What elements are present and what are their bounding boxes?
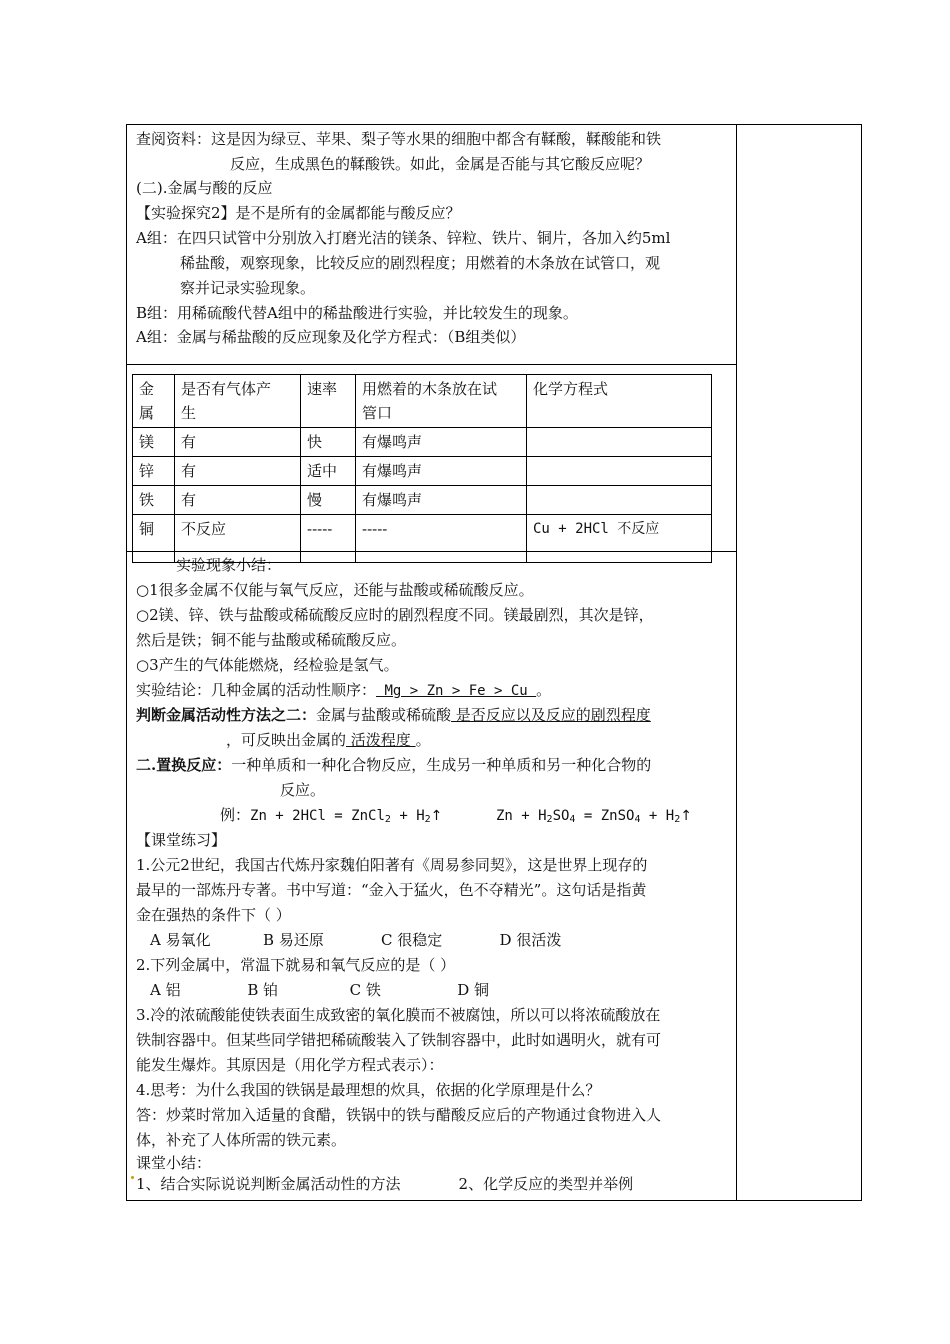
question-2-options: A 铝 B 铂 C 铁 D 铜 [150, 981, 489, 999]
judge-line2-answer: 活泼程度 [346, 731, 416, 749]
cell-rate: 快 [301, 428, 356, 457]
practice-title: 【课堂练习】 [136, 831, 227, 849]
cell-metal: 铜 [133, 515, 175, 563]
cell-metal: 镁 [133, 428, 175, 457]
header-metal: 金 属 [133, 375, 175, 428]
displacement-label: 二.置换反应： [136, 756, 232, 774]
judge-method-line-2 [226, 731, 431, 749]
right-column-divider [736, 124, 737, 1201]
displacement-line-2: 反应。 [280, 781, 326, 799]
table-header-row [133, 375, 712, 428]
answer-4b: 体，补充了人体所需的铁元素。 [136, 1131, 347, 1149]
question-3b: 铁制容器中。但某些同学错把稀硫酸装入了铁制容器中，此时如遇明火，就有可 [136, 1031, 662, 1049]
judge-line2-suffix: 。 [415, 731, 431, 749]
cell-equation [527, 428, 712, 457]
conclusion-prefix: 实验结论：几种金属的活动性顺序： [136, 681, 377, 699]
question-1a: 1.公元2世纪，我国古代炼丹家魏伯阳著有《周易参同契》，这是世界上现存的 [136, 856, 648, 874]
cell-gas: 不反应 [175, 515, 301, 563]
header-test: 用燃着的木条放在试 管口 [356, 375, 527, 428]
stray-mark [131, 1176, 134, 1179]
text-line-1: 查阅资料：这是因为绿豆、苹果、梨子等水果的细胞中都含有鞣酸，鞣酸能和铁 [136, 130, 662, 148]
cell-test: 有爆鸣声 [356, 428, 527, 457]
table-row [133, 515, 712, 563]
judge-method-text: 金属与盐酸或稀硫酸 [316, 706, 452, 724]
table-row [133, 457, 712, 486]
table-caption: A组：金属与稀盐酸的反应现象及化学方程式：（B组类似） [136, 328, 526, 346]
table-row [133, 428, 712, 457]
cell-rate: 适中 [301, 457, 356, 486]
cell-rate: 慢 [301, 486, 356, 515]
question-2: 2.下列金属中，常温下就易和氧气反应的是（ ） [136, 956, 456, 974]
wrapup-item-1: 1、结合实际说说判断金属活动性的方法 [136, 1175, 401, 1193]
group-b-line: B组：用稀硫酸代替A组中的稀盐酸进行实验，并比较发生的现象。 [136, 304, 578, 322]
cell-metal: 锌 [133, 457, 175, 486]
cell-gas: 有 [175, 457, 301, 486]
text-line-2: 反应，生成黑色的鞣酸铁。如此，金属是否能与其它酸反应呢？ [230, 155, 651, 173]
section-heading-acid: (二).金属与酸的反应 [136, 179, 273, 197]
displacement-definition: 一种单质和一种化合物反应，生成另一种单质和另一种化合物的 [231, 756, 652, 774]
summary-point-1: ○1很多金属不仅能与氧气反应，还能与盐酸或稀硫酸反应。 [136, 581, 534, 599]
answer-4a: 答：炒菜时常加入适量的食醋，铁锅中的铁与醋酸反应后的产物通过食物进入人 [136, 1106, 662, 1124]
cell-gas: 有 [175, 428, 301, 457]
example-label: 例： [220, 806, 251, 824]
judge-method-answer: 是否反应以及反应的剧烈程度 [451, 706, 651, 724]
example-eq-1: Zn + 2HCl = ZnCl$_2$ + $H_2↑$ [250, 808, 443, 825]
summary-point-3: ○3产生的气体能燃烧，经检验是氢气。 [136, 656, 399, 674]
cell-gas: 有 [175, 486, 301, 515]
displacement-line [136, 756, 651, 774]
conclusion-suffix: 。 [536, 681, 552, 699]
header-gas: 是否有气体产 生 [175, 375, 301, 428]
judge-line2-prefix: ，可反映出金属的 [226, 731, 347, 749]
cell-rate: ----- [301, 515, 356, 563]
wrapup-line [136, 1175, 633, 1193]
wrapup-item-2: 2、化学反应的类型并举例 [458, 1175, 634, 1193]
question-1-options: A 易氧化 B 易还原 C 很稳定 D 很活泼 [150, 931, 562, 949]
question-3a: 3.冷的浓硫酸能使铁表面生成致密的氧化膜而不被腐蚀，所以可以将浓硫酸放在 [136, 1006, 661, 1024]
judge-method-line [136, 706, 651, 724]
summary-title: 实验现象小结： [176, 556, 282, 574]
reaction-table [132, 374, 712, 563]
header-equation: 化学方程式 [527, 375, 712, 428]
summary-point-2b: 然后是铁；铜不能与盐酸或稀硫酸反应。 [136, 631, 407, 649]
question-1c: 金在强热的条件下（ ） [136, 906, 291, 924]
cell-equation [527, 486, 712, 515]
cell-test: 有爆鸣声 [356, 457, 527, 486]
group-a-line-1: A组：在四只试管中分别放入打磨光洁的镁条、锌粒、铁片、铜片，各加入约5ml [136, 229, 671, 247]
summary-point-2a: ○2镁、锌、铁与盐酸或稀硫酸反应时的剧烈程度不同。镁最剧烈，其次是锌， [136, 606, 654, 624]
group-a-line-2: 稀盐酸，观察现象，比较反应的剧烈程度；用燃着的木条放在试管口，观 [180, 254, 661, 272]
activity-order: Mg > Zn > Fe > Cu [376, 683, 537, 699]
example-eq-2: $Zn + H_2SO_4$ = ZnSO$_4$ + $H_2↑$ [495, 808, 692, 825]
cell-test: 有爆鸣声 [356, 486, 527, 515]
question-3c: 能发生爆炸。其原因是（用化学方程式表示）： [136, 1056, 444, 1074]
cell-equation [527, 457, 712, 486]
question-4: 4.思考：为什么我国的铁锅是最理想的炊具，依据的化学原理是什么？ [136, 1081, 601, 1099]
example-line [220, 806, 692, 829]
wrapup-title: 课堂小结： [136, 1154, 212, 1172]
cell-equation: Cu + 2HCl 不反应 [527, 515, 712, 563]
table-row [133, 486, 712, 515]
judge-method-label: 判断金属活动性方法之二： [136, 706, 317, 724]
experiment-heading: 【实验探究2】是不是所有的金属都能与酸反应？ [136, 204, 461, 222]
question-1b: 最早的一部炼丹专著。书中写道：“金入于猛火，色不夺精光”。这句话是指黄 [136, 881, 647, 899]
group-a-line-3: 察并记录实验现象。 [180, 279, 316, 297]
row-divider-top [126, 364, 736, 365]
cell-test: ----- [356, 515, 527, 563]
cell-metal: 铁 [133, 486, 175, 515]
conclusion-line [136, 681, 551, 700]
header-rate: 速率 [301, 375, 356, 428]
